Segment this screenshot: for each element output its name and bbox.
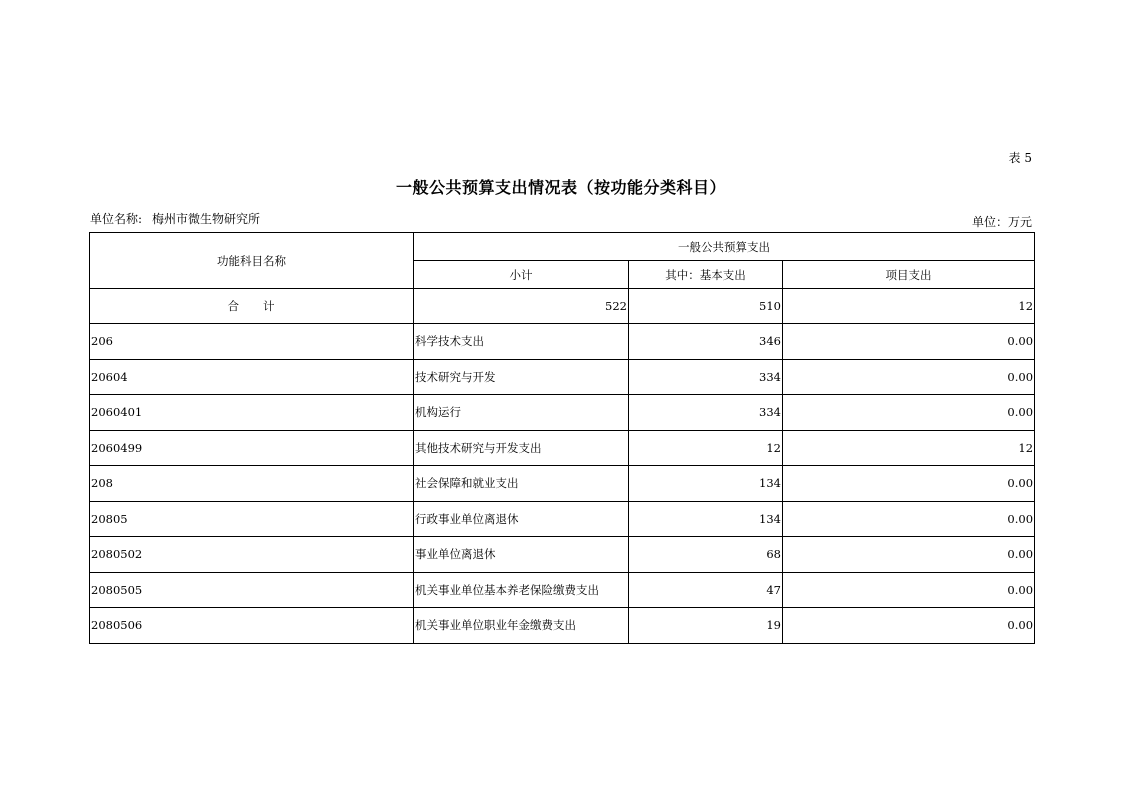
row-project: 12	[783, 430, 1035, 466]
currency-unit: 单位：万元	[971, 215, 1032, 229]
row-basic: 68	[629, 537, 783, 573]
table-row	[90, 537, 1035, 573]
row-code: 2060499	[90, 430, 414, 466]
table-row	[90, 466, 1035, 502]
row-project: 0.00	[783, 395, 1035, 431]
total-basic: 510	[629, 289, 783, 324]
row-basic: 47	[629, 572, 783, 608]
table-row	[90, 501, 1035, 537]
total-label: 合计	[90, 289, 414, 324]
page-title: 一般公共预算支出情况表（按功能分类科目）	[395, 178, 726, 197]
row-name: 机关事业单位职业年金缴费支出	[414, 608, 629, 644]
row-code: 20604	[90, 359, 414, 395]
row-basic: 334	[629, 395, 783, 431]
row-project: 0.00	[783, 537, 1035, 573]
row-name: 行政事业单位离退休	[414, 501, 629, 537]
table-row	[90, 572, 1035, 608]
row-basic: 12	[629, 430, 783, 466]
unit-name-value: 梅州市微生物研究所	[152, 212, 261, 226]
row-name: 事业单位离退休	[414, 537, 629, 573]
row-project: 0.00	[783, 572, 1035, 608]
budget-table	[89, 232, 1035, 644]
row-code: 2080502	[90, 537, 414, 573]
row-basic: 134	[629, 501, 783, 537]
row-project: 0.00	[783, 359, 1035, 395]
table-row	[90, 359, 1035, 395]
header-basic: 其中：基本支出	[629, 261, 783, 289]
table-row	[90, 430, 1035, 466]
unit-name-label: 单位名称:	[90, 212, 143, 226]
row-name: 机构运行	[414, 395, 629, 431]
header-budget-group: 一般公共预算支出	[414, 233, 1035, 261]
table-row	[90, 324, 1035, 360]
row-project: 0.00	[783, 466, 1035, 502]
row-code: 2060401	[90, 395, 414, 431]
table-number: 表 5	[1008, 151, 1032, 165]
row-basic: 334	[629, 359, 783, 395]
row-basic: 134	[629, 466, 783, 502]
row-code: 2080506	[90, 608, 414, 644]
unit-name	[90, 210, 260, 227]
total-row	[90, 289, 1035, 324]
row-code: 2080505	[90, 572, 414, 608]
total-subtotal: 522	[414, 289, 629, 324]
row-basic: 346	[629, 324, 783, 360]
header-project: 项目支出	[783, 261, 1035, 289]
row-project: 0.00	[783, 501, 1035, 537]
row-name: 其他技术研究与开发支出	[414, 430, 629, 466]
header-function-name: 功能科目名称	[90, 233, 414, 289]
total-project: 12	[783, 289, 1035, 324]
row-code: 20805	[90, 501, 414, 537]
row-name: 机关事业单位基本养老保险缴费支出	[414, 572, 629, 608]
row-name: 科学技术支出	[414, 324, 629, 360]
row-name: 社会保障和就业支出	[414, 466, 629, 502]
table-row	[90, 608, 1035, 644]
table-row	[90, 395, 1035, 431]
row-project: 0.00	[783, 324, 1035, 360]
row-name: 技术研究与开发	[414, 359, 629, 395]
row-code: 206	[90, 324, 414, 360]
row-code: 208	[90, 466, 414, 502]
header-row-1	[90, 233, 1035, 261]
row-project: 0.00	[783, 608, 1035, 644]
header-subtotal: 小计	[414, 261, 629, 289]
row-basic: 19	[629, 608, 783, 644]
